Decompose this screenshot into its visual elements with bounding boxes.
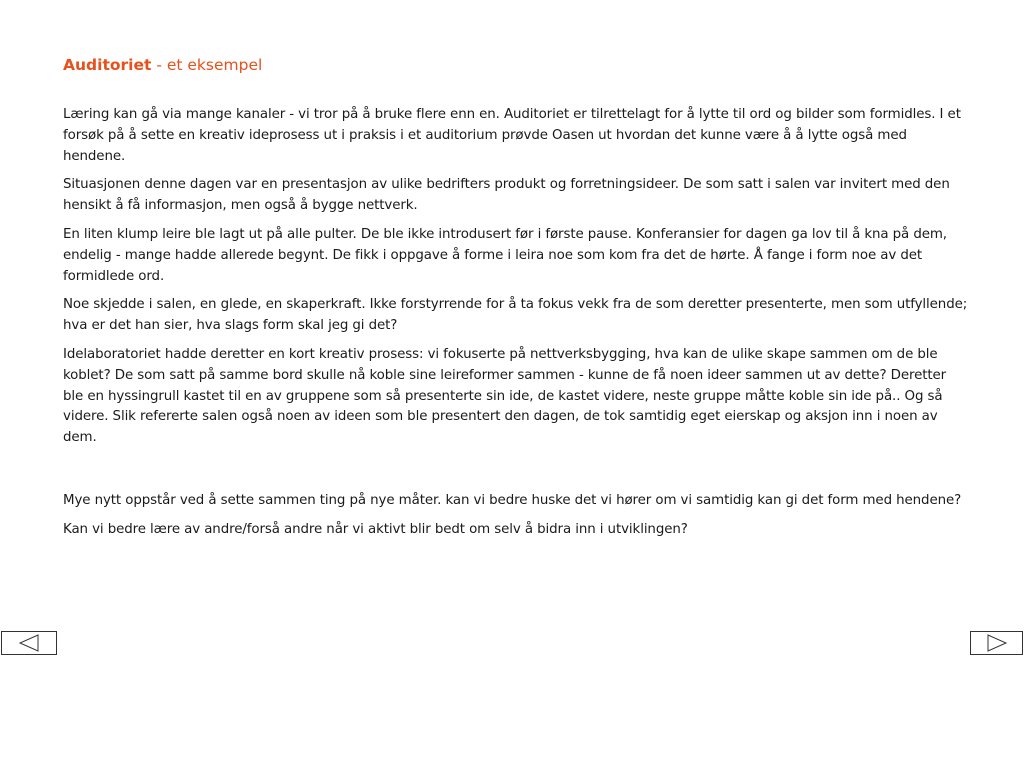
paragraph-closing-question-2: Kan vi bedre lære av andre/forså andre når vi aktivt blir bedt om selv å bidra inn i utviklingen? [63, 521, 688, 537]
triangle-left-icon [18, 634, 40, 652]
paragraph-situation: Situasjonen denne dagen var en presentasjon av ulike bedrifters produkt og forretningsideer. De som satt i salen var invitert med den hensikt å få informasjon, men også å bygge nettverk. [63, 177, 950, 214]
previous-slide-button[interactable] [1, 631, 57, 655]
triangle-right-icon [986, 634, 1008, 652]
paragraph-reaction: Noe skjedde i salen, en glede, en skaperkraft. Ikke forstyrrende for å ta fokus vekk fra de som deretter presenterte, men som utfyllende; hva er det han sier, hva slags form skal jeg gi det? [63, 297, 968, 334]
paragraph-clay: En liten klump leire ble lagt ut på alle pulter. De ble ikke introdusert før i første pause. Konferansier for dagen ga lov til å kna på dem, endelig - mange hadde allerede begynt. De fikk i oppgave å forme i leira noe som kom fra det de hørte. Å fange i form noe av det formidlede ord. [63, 226, 947, 284]
page-title [63, 55, 968, 75]
paragraph-process: Idelaboratoriet hadde deretter en kort kreativ prosess: vi fokuserte på nettverksbygging, hva kan de ulike skape sammen om de ble koblet? De som satt på samme bord skulle nå koble sine leireformer sammen - kunne de få noen ideer sammen ut av dette? Deretter ble en hyssingrull kastet til en av gruppene som så presenterte sin ide, de kastet videre, neste gruppe måtte koble sin ide på.. Og så videre. Slik refererte salen også noen av ideen som ble presentert den dagen, de tok samtidig eget eierskap og aksjon inn i noen av dem. [63, 346, 947, 446]
title-bold: Auditoriet [63, 56, 152, 74]
spacer [63, 457, 968, 491]
paragraph-intro: Læring kan gå via mange kanaler - vi tror på å bruke flere enn en. Auditoriet er tilrettelagt for å lytte til ord og bilder som formidles. I et forsøk på å sette en kreativ ideprosess ut i praksis i et auditorium prøvde Oasen ut hvordan det kunne være å å lytte også med hendene. [63, 107, 961, 164]
paragraph-closing-question-1: Mye nytt oppstår ved å sette sammen ting på nye måter. kan vi bedre huske det vi hører om vi samtidig kan gi det form med hendene? [63, 492, 962, 508]
slide-content [63, 55, 968, 549]
next-slide-button[interactable] [970, 631, 1023, 655]
title-subtitle: - et eksempel [151, 56, 263, 74]
